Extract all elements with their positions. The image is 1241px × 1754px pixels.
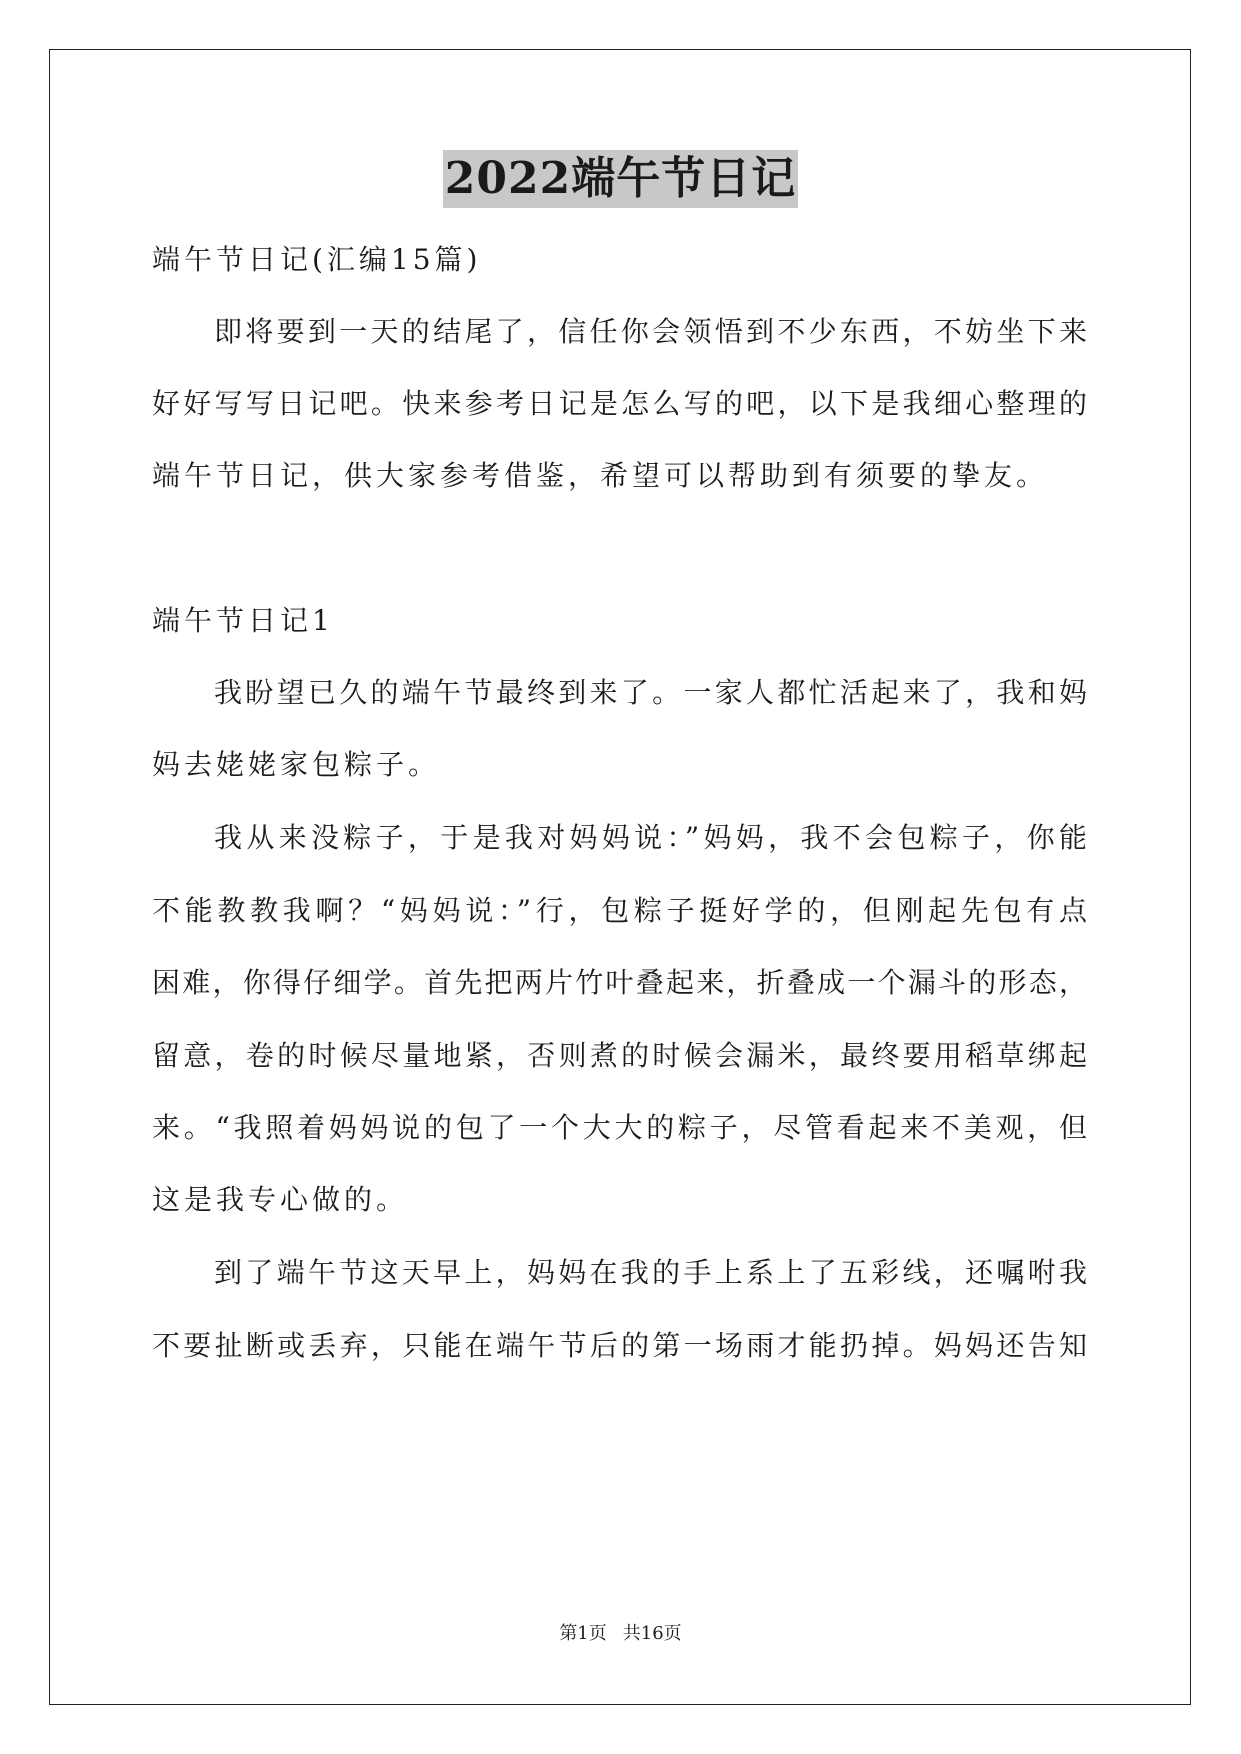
document-subtitle: 端午节日记(汇编15篇) <box>152 243 482 276</box>
paragraph-line: 我从来没粽子，于是我对妈妈说：”妈妈，我不会包粽子，你能 <box>214 821 1087 854</box>
paragraph-line: 不能教教我啊？“妈妈说：”行，包粽子挺好学的，但刚起先包有点 <box>152 894 1087 927</box>
paragraph-line: 妈去姥姥家包粽子。 <box>152 748 441 781</box>
paragraph-line: 不要扯断或丢弃，只能在端午节后的第一场雨才能扔掉。妈妈还告知 <box>152 1329 1087 1362</box>
document-title-wrapper <box>0 150 1241 208</box>
paragraph-line: 留意，卷的时候尽量地紧，否则煮的时候会漏米，最终要用稻草绑起 <box>152 1039 1087 1072</box>
paragraph-line: 来。“我照着妈妈说的包了一个大大的粽子，尽管看起来不美观，但 <box>152 1111 1087 1144</box>
intro-line: 好好写写日记吧。快来参考日记是怎么写的吧，以下是我细心整理的 <box>152 387 1087 420</box>
document-title: 2022端午节日记 <box>443 150 798 208</box>
page-border <box>49 49 1191 1705</box>
paragraph-line: 我盼望已久的端午节最终到来了。一家人都忙活起来了，我和妈 <box>214 676 1087 709</box>
intro-line: 端午节日记，供大家参考借鉴，希望可以帮助到有须要的挚友。 <box>152 459 1049 492</box>
page-total: 共16页 <box>622 1623 682 1644</box>
paragraph-line: 到了端午节这天早上，妈妈在我的手上系上了五彩线，还嘱咐我 <box>214 1256 1087 1289</box>
page-footer <box>0 1622 1241 1646</box>
page-number: 第1页 <box>559 1623 607 1644</box>
section-heading: 端午节日记1 <box>152 604 334 637</box>
paragraph-line: 困难，你得仔细学。首先把两片竹叶叠起来，折叠成一个漏斗的形态， <box>152 966 1087 999</box>
intro-line: 即将要到一天的结尾了，信任你会领悟到不少东西，不妨坐下来 <box>214 315 1087 348</box>
paragraph-line: 这是我专心做的。 <box>152 1183 409 1216</box>
